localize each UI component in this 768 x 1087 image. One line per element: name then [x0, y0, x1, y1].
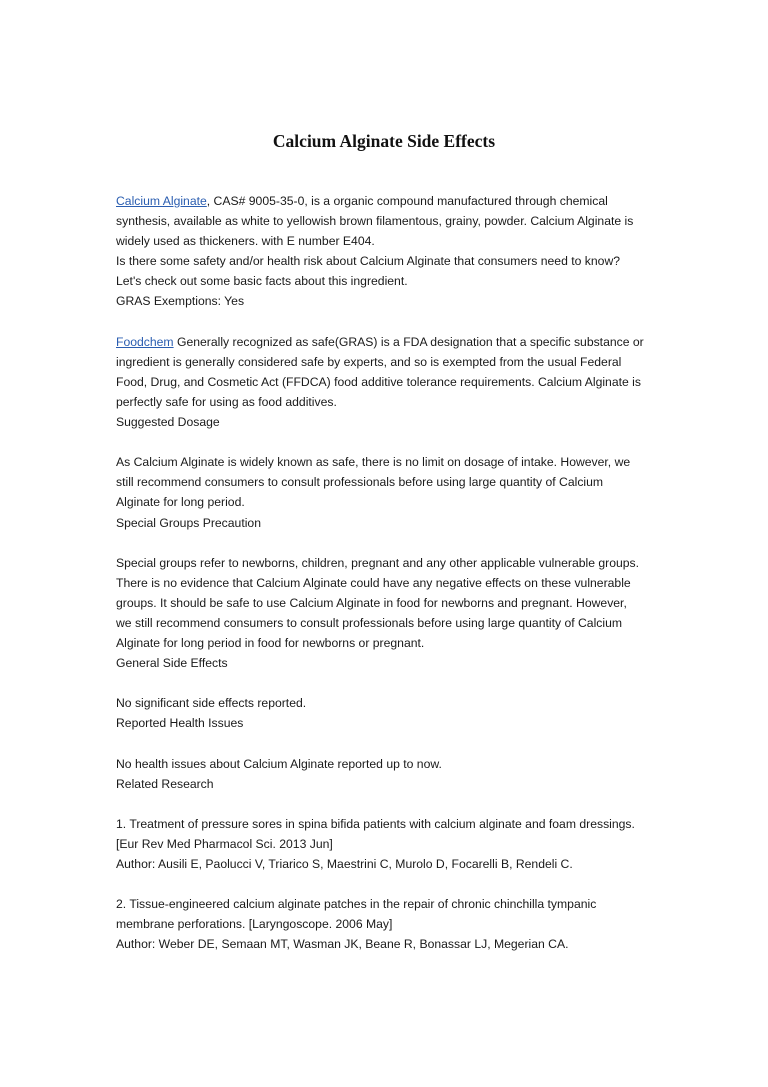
research-item-line: membrane perforations. [Laryngoscope. 2006 May] [116, 917, 393, 932]
intro-line: Is there some safety and/or health risk about Calcium Alginate that consumers need to know? [116, 254, 621, 269]
intro-line: synthesis, available as white to yellowish brown filamentous, grainy, powder. Calcium Alginate is [116, 214, 634, 229]
intro-line: GRAS Exemptions: Yes [116, 294, 245, 309]
research-item-line: [Eur Rev Med Pharmacol Sci. 2013 Jun] [116, 837, 333, 851]
page-title: Calcium Alginate Side Effects [272, 130, 496, 151]
research-item-line: Author: Weber DE, Semaan MT, Wasman JK, Beane R, Bonassar LJ, Megerian CA. [116, 937, 569, 952]
research-item-line: Author: Ausili E, Paolucci V, Triarico S, Maestrini C, Murolo D, Focarelli B, Rendeli C. [116, 857, 573, 872]
section-heading-dosage: Suggested Dosage [116, 415, 220, 430]
foodchem-link[interactable]: Foodchem [116, 334, 174, 349]
gras-line: ingredient is generally considered safe by experts, and so is exempted from the usual Federal [116, 354, 622, 369]
intro-line: widely used as thickeners. with E number E404. [116, 234, 375, 249]
dosage-line: As Calcium Alginate is widely known as safe, there is no limit on dosage of intake. However, we [116, 455, 631, 470]
section-heading-side-effects: General Side Effects [116, 656, 228, 671]
special-line: Special groups refer to newborns, children, pregnant and any other applicable vulnerable groups. [116, 555, 640, 570]
dosage-line: Alginate for long period. [116, 495, 245, 510]
dosage-line: still recommend consumers to consult professionals before using large quantity of Calcium [116, 475, 604, 490]
research-item-line: 1. Treatment of pressure sores in spina bifida patients with calcium alginate and foam dressings. [116, 816, 635, 831]
special-line: we still recommend consumers to consult professionals before using large quantity of Calcium [116, 615, 623, 630]
section-heading-health-issues: Reported Health Issues [116, 716, 244, 731]
section-heading-special-groups: Special Groups Precaution [116, 515, 261, 530]
gras-line: Foodchem Generally recognized as safe(GRAS) is a FDA designation that a specific substance or [116, 334, 644, 349]
calcium-alginate-link[interactable]: Calcium Alginate [116, 194, 207, 208]
intro-line: Calcium Alginate, CAS# 9005-35-0, is a organic compound manufactured through chemical [116, 194, 608, 208]
side-effects-line: No significant side effects reported. [116, 696, 307, 711]
section-heading-related-research: Related Research [116, 776, 214, 791]
special-line: Alginate for long period in food for newborns or pregnant. [116, 636, 425, 651]
document-body [116, 191, 676, 955]
gras-line: Food, Drug, and Cosmetic Act (FFDCA) food additive tolerance requirements. Calcium Alginate is [116, 374, 641, 389]
special-line: There is no evidence that Calcium Alginate could have any negative effects on these vulnerable [116, 575, 631, 590]
gras-line: perfectly safe for using as food additives. [116, 394, 337, 409]
health-line: No health issues about Calcium Alginate reported up to now. [116, 756, 442, 771]
intro-line: Let's check out some basic facts about this ingredient. [116, 274, 408, 289]
special-line: groups. It should be safe to use Calcium Alginate in food for newborns and pregnant. However, [116, 595, 627, 610]
research-item-line: 2. Tissue-engineered calcium alginate patches in the repair of chronic chinchilla tympanic [116, 897, 597, 912]
